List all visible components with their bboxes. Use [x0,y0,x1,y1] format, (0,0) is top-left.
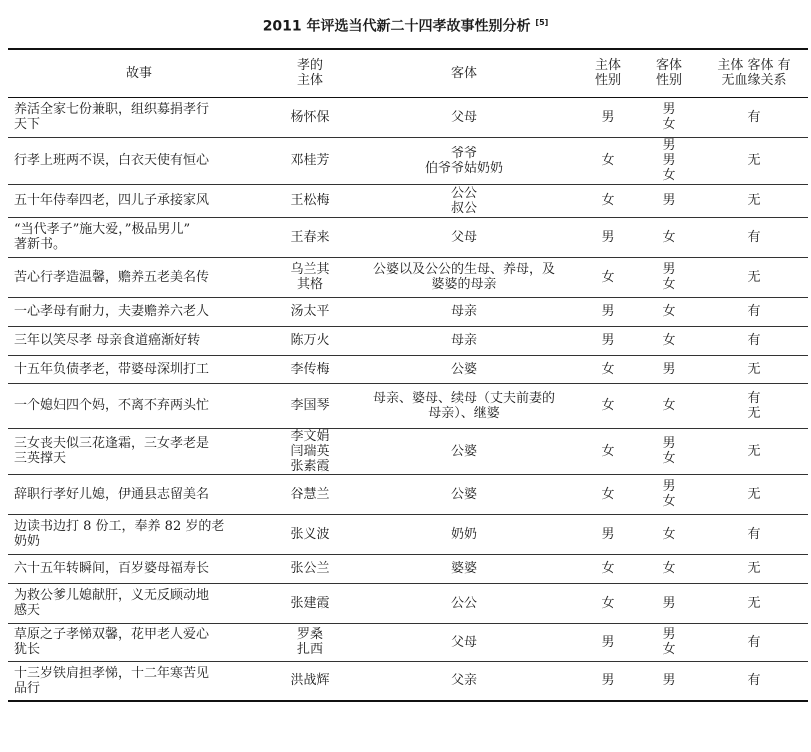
cell-relation: 无 [700,474,808,514]
cell-object-gender: 女 [638,326,700,355]
cell-object: 母亲 [350,297,578,326]
header-relation: 主体 客体 有 无血缘关系 [700,49,808,97]
cell-subject-gender: 男 [578,297,638,326]
caption-reference: [5] [535,18,549,27]
cell-subject: 王松梅 [270,184,350,217]
cell-object-gender: 男 [638,184,700,217]
cell-object-gender: 女 [638,383,700,428]
cell-subject-gender: 男 [578,97,638,137]
cell-story: 苦心行孝造温馨，赡养五老美名传 [8,257,270,297]
cell-object: 公婆 [350,428,578,474]
header-object: 客体 [350,49,578,97]
cell-story: 五十年侍奉四老，四儿子承接家风 [8,184,270,217]
cell-relation: 有 [700,217,808,257]
cell-object-gender: 男 女 [638,474,700,514]
cell-subject: 张义波 [270,514,350,554]
table-body [8,97,808,701]
cell-relation: 有 [700,97,808,137]
cell-object-gender: 男 女 [638,623,700,661]
cell-story: 十三岁铁肩担孝悌，十二年寒苦见 品行 [8,661,270,701]
cell-object: 母亲 [350,326,578,355]
table-row [8,623,808,661]
cell-subject: 李传梅 [270,355,350,383]
cell-subject: 李国琴 [270,383,350,428]
cell-object-gender: 男 [638,583,700,623]
table-row [8,474,808,514]
cell-relation: 有 [700,661,808,701]
cell-subject-gender: 男 [578,623,638,661]
cell-relation: 无 [700,137,808,184]
cell-relation: 无 [700,355,808,383]
table-row [8,326,808,355]
cell-object: 爷爷 伯爷爷姑奶奶 [350,137,578,184]
cell-subject-gender: 女 [578,428,638,474]
table-row [8,355,808,383]
cell-object-gender: 女 [638,297,700,326]
cell-subject: 邓桂芳 [270,137,350,184]
cell-relation: 无 [700,554,808,583]
cell-subject: 罗桑 扎西 [270,623,350,661]
cell-object-gender: 男 [638,355,700,383]
gender-analysis-table [8,48,808,702]
cell-relation: 有 无 [700,383,808,428]
table-row [8,661,808,701]
cell-object: 母亲、婆母、续母（丈夫前妻的 母亲）、继婆 [350,383,578,428]
cell-story: “当代孝子”施大爱，”极品男儿” 著新书。 [8,217,270,257]
cell-subject-gender: 男 [578,514,638,554]
cell-subject-gender: 男 [578,661,638,701]
cell-object: 父母 [350,623,578,661]
cell-relation: 无 [700,428,808,474]
cell-subject-gender: 女 [578,554,638,583]
table-row [8,217,808,257]
cell-object: 公婆 [350,474,578,514]
table-row [8,184,808,217]
header-subject: 孝的 主体 [270,49,350,97]
table-row [8,554,808,583]
cell-object-gender: 男 男 女 [638,137,700,184]
cell-object: 父母 [350,97,578,137]
cell-object-gender: 男 女 [638,257,700,297]
caption-title: 2011 年评选当代新二十四孝故事性别分析 [262,18,531,35]
table-caption [0,12,811,34]
cell-subject-gender: 女 [578,257,638,297]
cell-story: 十五年负债孝老，带婆母深圳打工 [8,355,270,383]
cell-subject: 乌兰其 其格 [270,257,350,297]
cell-object: 公公 叔公 [350,184,578,217]
cell-subject-gender: 女 [578,137,638,184]
cell-object: 公公 [350,583,578,623]
table-row [8,383,808,428]
cell-relation: 有 [700,297,808,326]
cell-subject: 李文娟 闫瑞英 张素霞 [270,428,350,474]
cell-object-gender: 女 [638,514,700,554]
cell-relation: 无 [700,257,808,297]
cell-story: 草原之子孝悌双馨，花甲老人爱心 犹长 [8,623,270,661]
cell-subject: 张建霞 [270,583,350,623]
cell-story: 边读书边打 8 份工，奉养 82 岁的老 奶奶 [8,514,270,554]
cell-story: 三女丧夫似三花逢霜，三女孝老是 三英撑天 [8,428,270,474]
cell-object-gender: 男 [638,661,700,701]
cell-story: 为救公爹儿媳献肝，义无反顾动地 感天 [8,583,270,623]
cell-object-gender: 男 女 [638,428,700,474]
header-story: 故事 [8,49,270,97]
cell-subject-gender: 女 [578,583,638,623]
cell-subject-gender: 女 [578,355,638,383]
cell-subject: 汤太平 [270,297,350,326]
cell-object: 奶奶 [350,514,578,554]
cell-subject-gender: 女 [578,474,638,514]
cell-object: 婆婆 [350,554,578,583]
cell-subject: 陈万火 [270,326,350,355]
header-row [8,49,808,97]
table-row [8,137,808,184]
cell-story: 三年以笑尽孝 母亲食道癌渐好转 [8,326,270,355]
cell-subject: 洪战辉 [270,661,350,701]
cell-story: 一心孝母有耐力，夫妻赡养六老人 [8,297,270,326]
cell-subject-gender: 女 [578,383,638,428]
cell-object-gender: 男 女 [638,97,700,137]
cell-relation: 有 [700,623,808,661]
cell-object: 公婆 [350,355,578,383]
header-object-gender: 客体 性别 [638,49,700,97]
table-row [8,97,808,137]
cell-object: 公婆以及公公的生母、养母，及 婆婆的母亲 [350,257,578,297]
table-row [8,583,808,623]
cell-story: 一个媳妇四个妈，不离不弃两头忙 [8,383,270,428]
table-row [8,297,808,326]
cell-object: 父母 [350,217,578,257]
table-row [8,428,808,474]
cell-relation: 有 [700,514,808,554]
header-subject-gender: 主体 性别 [578,49,638,97]
cell-object-gender: 女 [638,217,700,257]
cell-subject-gender: 男 [578,326,638,355]
cell-relation: 无 [700,583,808,623]
cell-story: 养活全家七份兼职，组织募捐孝行 天下 [8,97,270,137]
cell-object: 父亲 [350,661,578,701]
cell-subject: 杨怀保 [270,97,350,137]
cell-object-gender: 女 [638,554,700,583]
cell-subject-gender: 男 [578,217,638,257]
cell-subject: 王春来 [270,217,350,257]
cell-relation: 无 [700,184,808,217]
cell-subject: 谷慧兰 [270,474,350,514]
cell-subject: 张公兰 [270,554,350,583]
cell-story: 行孝上班两不误，白衣天使有恒心 [8,137,270,184]
table-row [8,257,808,297]
cell-subject-gender: 女 [578,184,638,217]
table-row [8,514,808,554]
cell-story: 辞职行孝好儿媳，伊通县志留美名 [8,474,270,514]
cell-relation: 有 [700,326,808,355]
cell-story: 六十五年转瞬间，百岁婆母福寿长 [8,554,270,583]
